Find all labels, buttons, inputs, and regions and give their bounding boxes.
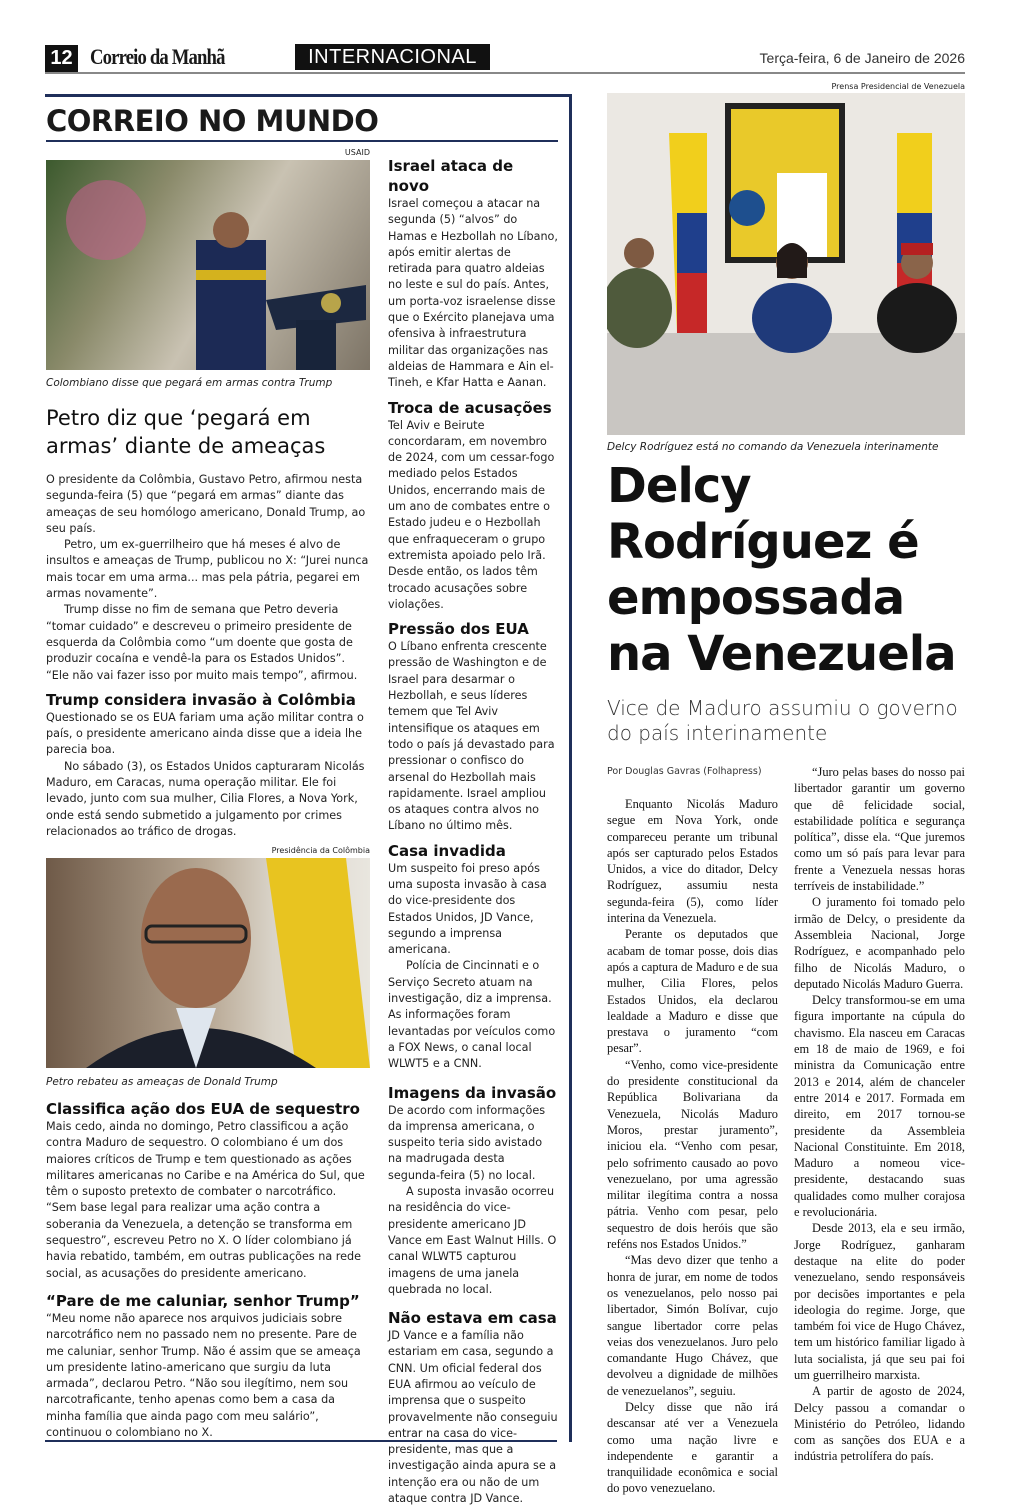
paragraph: Enquanto Nicolás Maduro segue em Nova York, onde compareceu perante um tribunal após ser capturado pelos Estados Unidos, a vice do ditador, Delcy Rodríguez, assumiu nesta segunda-feira (5), como líder interina da Venezuela. (607, 797, 778, 926)
paragraph: Mais cedo, ainda no domingo, Petro classificou a ação contra Maduro de sequestro. O colombiano é um dos maiores críticos de Trump e tem questionado as ações militares americanas no Caribe e na América do Sul, que têm o suposto pretexto de combater o narcotráfico. “Sem base legal para realizar uma ação contra a soberania da Venezuela, a detenção se transforma em sequestro”, escreveu Petro no X. O líder colombiano já havia rebatido, também, em outras publicações na rede social, as acusações do presidente americano. (46, 1120, 365, 1280)
issue-date: Terça-feira, 6 de Janeiro de 2026 (759, 50, 965, 66)
paragraph: “Meu nome não aparece nos arquivos judiciais sobre narcotráfico nem no passado nem no presente. Pare de me caluniar, senhor Trump. Não é assim que se ameaça um presidente latino-americano que surgiu da luta armada”, declarou Petro. “Não sou ilegítimo, nem sou narcotraficante, tenho apenas como bem a casa da minha família que ainda pago com meu salário”, continuou o colombiano no X. (46, 1311, 361, 1440)
paragraph: A partir de agosto de 2024, Delcy passou a comandar o Ministério do Petróleo, lidando com as sanções dos EUA e a indústria petrolífera do país. (794, 1384, 965, 1464)
subheading: “Pare de me caluniar, senhor Trump” (46, 1291, 360, 1310)
paragraph: A suposta invasão ocorreu na residência do vice-presidente americano JD Vance em East Walnut Hills. O canal WLWT5 capturou imagens de uma janela quebrada no local. (388, 1185, 557, 1296)
subheading: Israel ataca de novo (388, 157, 514, 195)
photo-credit: USAID (344, 148, 370, 157)
article-headline: Petro diz que ‘pegará em armas’ diante de ameaças (46, 406, 326, 458)
byline: Por Douglas Gavras (Folhapress) (607, 766, 762, 777)
petro-article-continued (46, 1099, 370, 1441)
subheading: Pressão dos EUA (388, 620, 529, 639)
paragraph: O Líbano enfrenta crescente pressão de Washington e de Israel para desarmar o Hezbollah, e seus líderes temem que Tel Aviv intensifique os ataques em todo o país já devastado para pressionar o confisco do arsenal do Hezbollah mais rapidamente. Israel ampliou os ataques contra alvos no Líbano no último mês. (388, 640, 555, 833)
title-rule (46, 140, 558, 142)
paragraph: Questionado se os EUA fariam uma ação militar contra o país, o presidente americano ainda disse que a ideia lhe parecia boa. (46, 710, 364, 757)
photo-credit: Presidência da Colômbia (271, 846, 370, 855)
photo-caption: Delcy Rodríguez está no comando da Venezuela interinamente (607, 441, 939, 453)
paragraph: Polícia de Cincinnati e o Serviço Secreto atuam na investigação, diz a imprensa. As informações foram levantadas por veículos como a FOX News, o canal local WLWT5 e a CNN. (388, 959, 556, 1071)
paragraph: Desde 2013, ela e seu irmão, Jorge Rodríguez, ganharam destaque na elite do poder venezuelano, sendo responsáveis por decisões importantes e pela ideologia do regime. Jorge, que também foi vice de Hugo Chávez, tem um histórico familiar ligado à luta socialista, já que seu pai foi um guerrilheiro marxista. (794, 1221, 965, 1382)
subheading: Troca de acusações (388, 398, 552, 417)
paragraph: No sábado (3), os Estados Unidos capturaram Nicolás Maduro, em Caracas, numa operação militar. Ele foi levado, junto com sua mulher, Cilia Flores, a Nova York, onde está sendo submetido a julgamento por crimes relacionados ao tráfico de drogas. (46, 759, 365, 838)
paragraph: “Juro pelas bases do nosso pai libertador garantir um governo que dê felicidade social, estabilidade política e segurança política”, disse ela. “Que juremos como um só país para levar para frente a Venezuela nessas horas terríveis de instabilidade.” (794, 765, 965, 894)
section-title: CORREIO NO MUNDO (46, 104, 379, 138)
paragraph: O presidente da Colômbia, Gustavo Petro, afirmou nesta segunda-feira (5) que “pegará em armas” diante das ameaças de seu homólogo americano, Donald Trump, ao seu país. (46, 473, 366, 535)
petro-portrait-photo (46, 858, 370, 1068)
paragraph: “Mas devo dizer que tenho a honra de jurar, em nome de todos os venezuelanos, pelo nosso pai libertador, Simón Bolívar, cujo sangue libertador corre pelas veias dos venezuelanos. Juro pelo comandante Hugo Chávez, que devolveu a dignidade de milhões de venezuelanos”, seguiu. (607, 1253, 778, 1398)
newspaper-logo: Correio da Manhã (90, 44, 225, 69)
page-number: 12 (45, 45, 78, 72)
photo-caption: Colombiano disse que pegará em armas contra Trump (46, 377, 333, 389)
paragraph: Petro, um ex-guerrilheiro que há meses é alvo de insultos e ameaças de Trump, publicou no X: “Jurei nunca mais tocar em uma arma... mas pela pátria, pegarei em armas novamente”. (46, 538, 369, 601)
box-border-top (45, 94, 572, 97)
petro-article-body (46, 472, 370, 840)
paragraph: De acordo com informações da imprensa americana, o suspeito teria sido avistado na madrugada desta segunda-feira (5) no local. (388, 1103, 546, 1182)
paragraph: Trump disse no fim de semana que Petro deveria “tomar cuidado” e descreveu o primeiro presidente de esquerda da Colômbia como “um doente que gosta de produzir cocaína e vendê-la para os Estados Unidos”. “Ele não vai fazer isso por muito mais tempo”, afirmou. (46, 603, 358, 682)
subheading: Trump considera invasão à Colômbia (46, 690, 356, 709)
delcy-swearing-photo (607, 93, 965, 435)
header-rule (45, 72, 965, 74)
paragraph: Tel Aviv e Beirute concordaram, em novembro de 2024, com um cessar-fogo mediado pelos Estados Unidos, encerrando mais de um ano de combates entre o Estado judeu e o Hezbollah que enfraqueceram o grupo extremista apoiado pelo Irã. Desde então, os lados têm trocado acusações sobre violações. (388, 418, 555, 611)
paragraph: Delcy disse que não irá descansar até ver a Venezuela como uma nação livre e independente e garantir a tranquilidade econômica e social do povo venezuelano. (607, 1399, 778, 1496)
lead-subheadline: Vice de Maduro assumiu o governo do país interinamente (607, 696, 958, 745)
subheading: Imagens da invasão (388, 1083, 557, 1102)
paragraph: “Venho, como vice-presidente do presidente constitucional da República Bolivariana da Venezuela, Nicolás Maduro Moros, prestar juramento”, iniciou ela. “Venho com pesar, pelo sofrimento causado ao povo venezuelano, por uma agressão militar ilegítima contra a nossa pátria. Venho com pesar, pelo sequestro de dois heróis que são reféns nos Estados Unidos.” (607, 1057, 778, 1252)
paragraph: Israel começou a atacar na segunda (5) “alvos” do Hamas e Hezbollah no Líbano, após emitir alertas de retirada para quatro aldeias no leste e sul do país. Antes, um porta-voz israelense disse que o Exército planejava uma ofensiva à infraestrutura militar das organizações nas aldeias de Hammara e Ain el-Tineh, e Kfar Hatta e Aanan. (388, 197, 558, 390)
paragraph: Delcy transformou-se em uma figura importante na cúpula do chavismo. Ela nasceu em Caracas em 18 de maio de 1969, e foi ministra da Comunicação entre 2013 e 2014, além de chanceler entre 2014 e 2017. Formada em direito, em 2017 tornou-se presidente da Assembleia Nacional Constituinte. Em 2018, Maduro a nomeou vice-presidente, destacando suas qualidades como mulher corajosa e revolucionária. (794, 993, 965, 1220)
photo-credit: Prensa Presidencial de Venezuela (831, 82, 965, 91)
lead-body-col1 (607, 796, 778, 1497)
photo-caption: Petro rebateu as ameaças de Donald Trump (46, 1076, 278, 1088)
section-label: INTERNACIONAL (295, 44, 490, 70)
paragraph: O juramento foi tomado pelo irmão de Delcy, o presidente da Assembleia Nacional, Jorge Rodríguez, e acompanhado pelo filho de Nicolás Maduro, o deputado Nicolás Maduro Guerra. (794, 895, 965, 991)
lead-body-col2 (794, 764, 965, 1465)
briefs-column (388, 156, 558, 1507)
subheading: Casa invadida (388, 841, 506, 860)
paragraph: JD Vance e a família não estariam em casa, segundo a CNN. Um oficial federal dos EUA afirmou ao veículo de imprensa que o suspeito provavelmente não conseguiu entrar na casa do vice-presidente, mas que a investigação ainda apura se a intenção era ou não de um ataque contra JD Vance. (388, 1329, 558, 1506)
subheading: Não estava em casa (388, 1309, 557, 1328)
box-border-right (569, 94, 572, 1442)
lead-headline: Delcy Rodríguez é empossada na Venezuela (607, 458, 956, 682)
subheading: Classifica ação dos EUA de sequestro (46, 1100, 360, 1118)
paragraph: Um suspeito foi preso após uma suposta invasão à casa do vice-presidente dos Estados Unidos, JD Vance, segundo a imprensa americana. (388, 861, 547, 957)
petro-podium-photo (46, 160, 370, 370)
paragraph: Perante os deputados que acabam de tomar posse, dois dias após a captura de Maduro e de sua mulher, Cilia Flores, pelos Estados Unidos, ela declarou lealdade a Maduro e disse que prestava o juramento “com pesar”. (607, 927, 778, 1056)
